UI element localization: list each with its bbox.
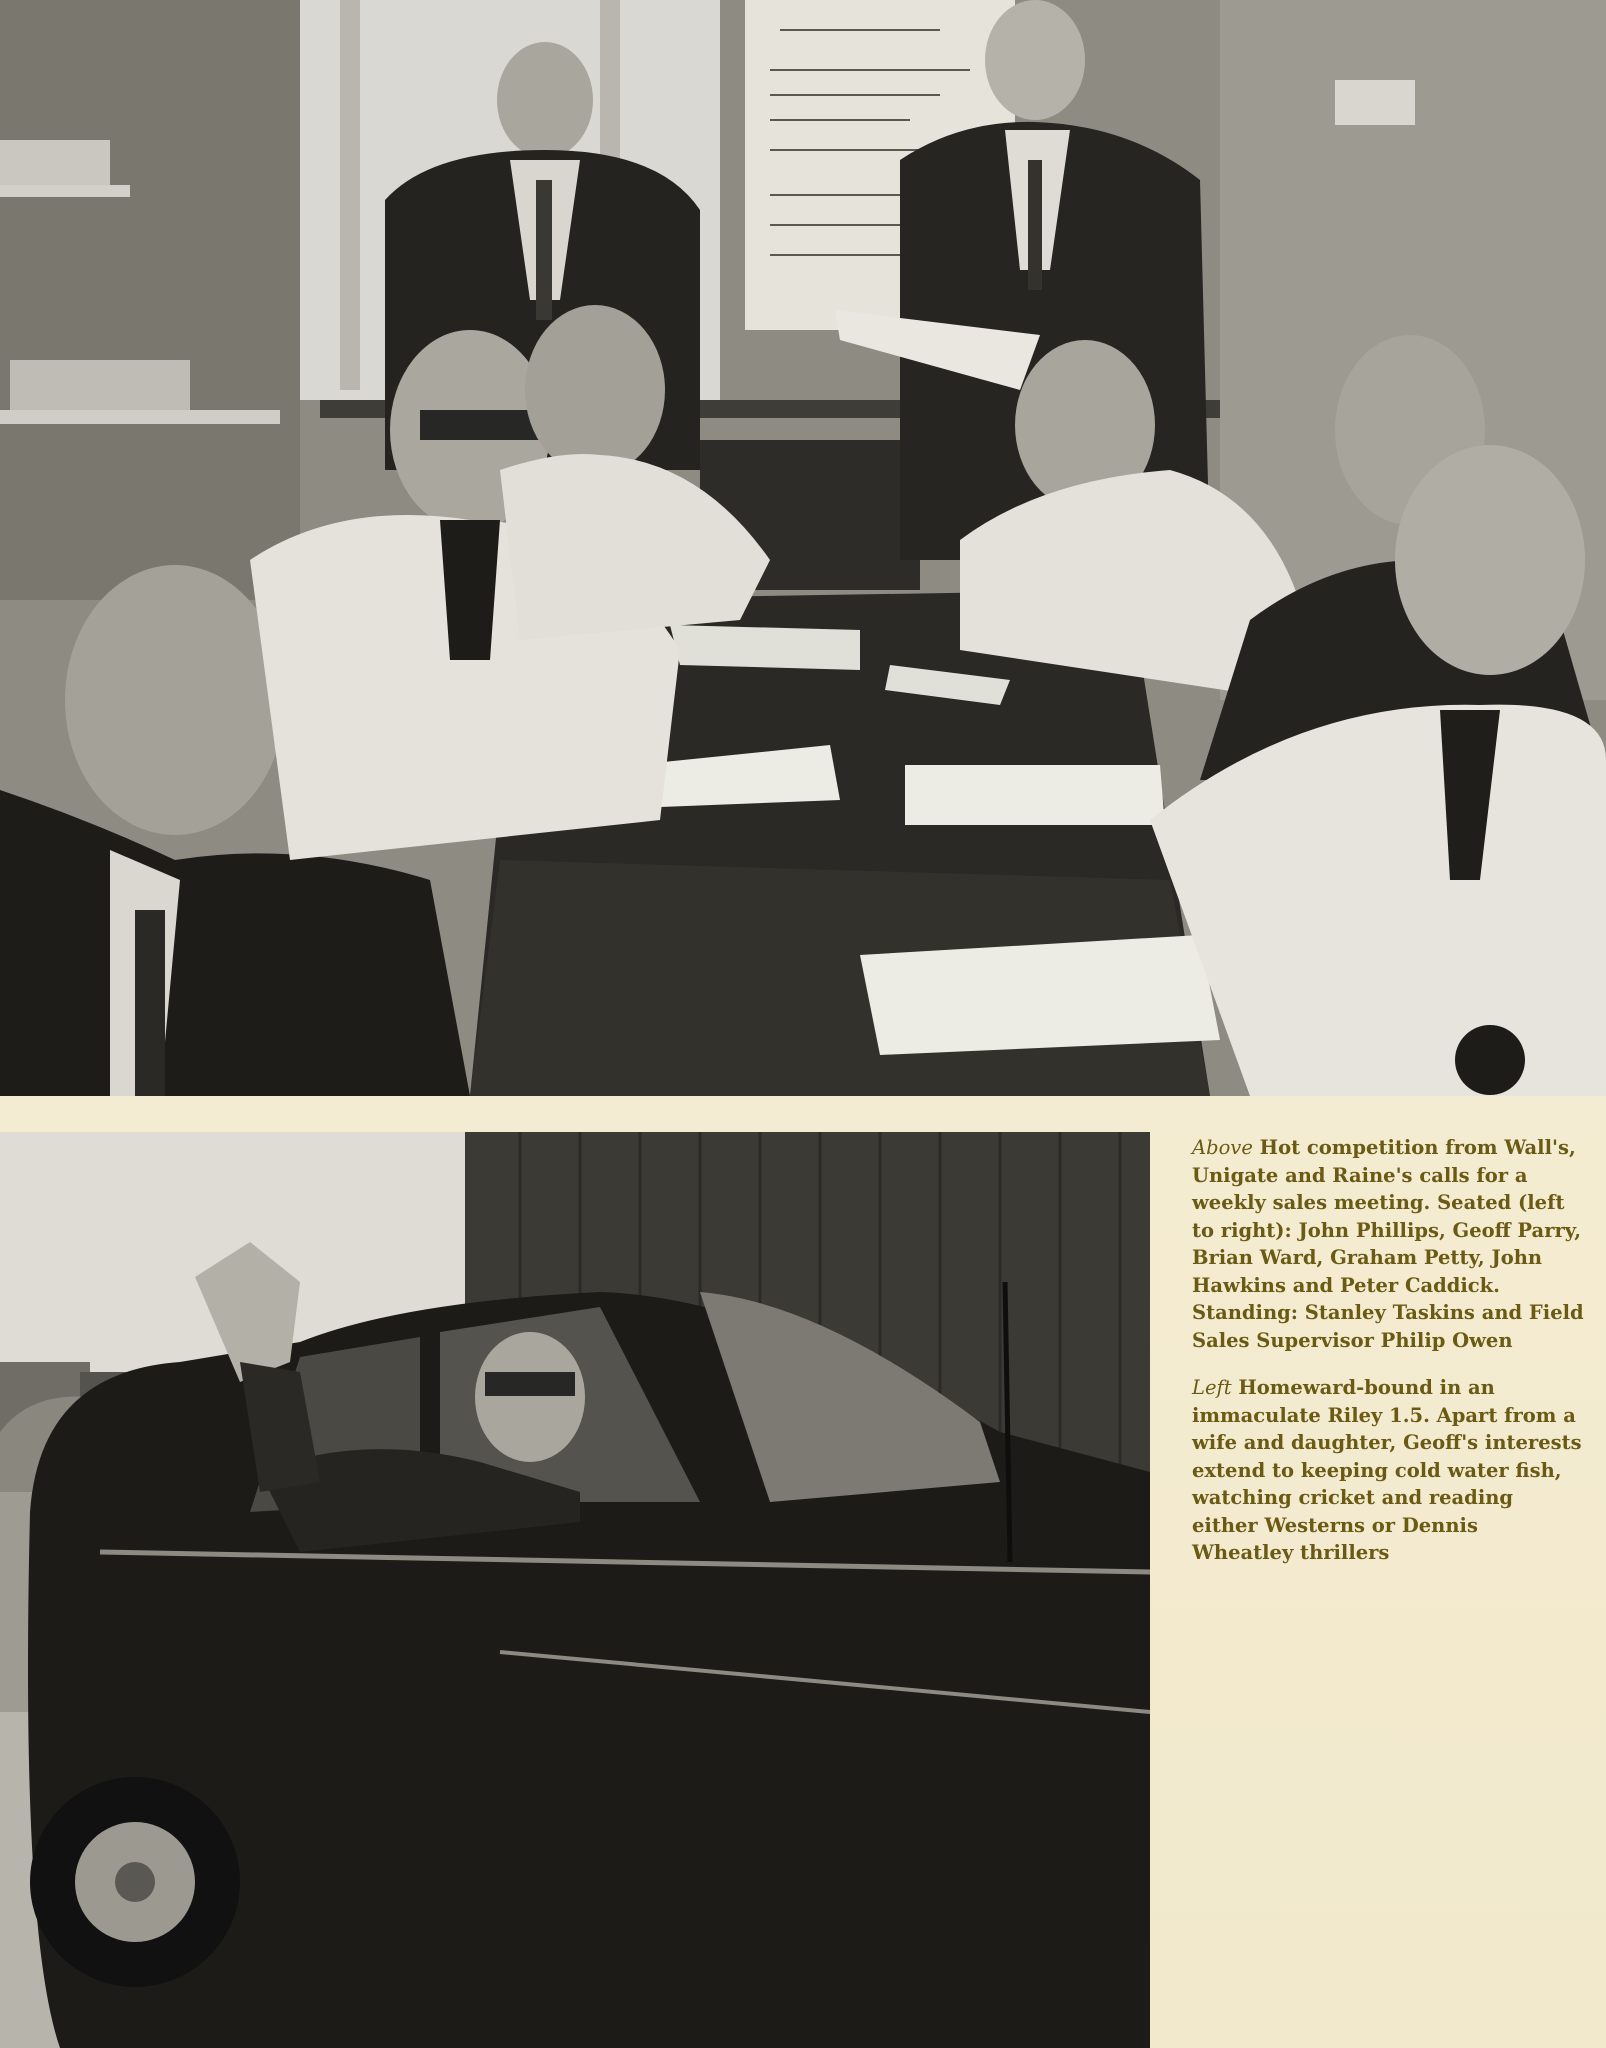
riley-car-photo — [0, 1132, 1150, 2048]
caption-left-lead: Left — [1192, 1376, 1232, 1399]
caption-column — [1192, 1134, 1584, 1587]
caption-left — [1192, 1374, 1584, 1567]
caption-left-text: Homeward-bound in an immaculate Riley 1.5. Apart from a wife and daughter, Geoff's interests extend to keeping cold water fish, watching cricket and reading either Westerns or Dennis Wheatley thrillers — [1192, 1376, 1582, 1564]
caption-above-text: Hot competition from Wall's, Unigate and Raine's calls for a weekly sales meeting. Seated (left to right): John Phillips, Geoff Parry, Brian Ward, Graham Petty, John Hawkins and Peter Caddick. Standing: Stanley Taskins and Field Sales Supervisor Philip Owen — [1192, 1136, 1584, 1352]
caption-above — [1192, 1134, 1584, 1354]
caption-above-lead: Above — [1192, 1136, 1253, 1159]
